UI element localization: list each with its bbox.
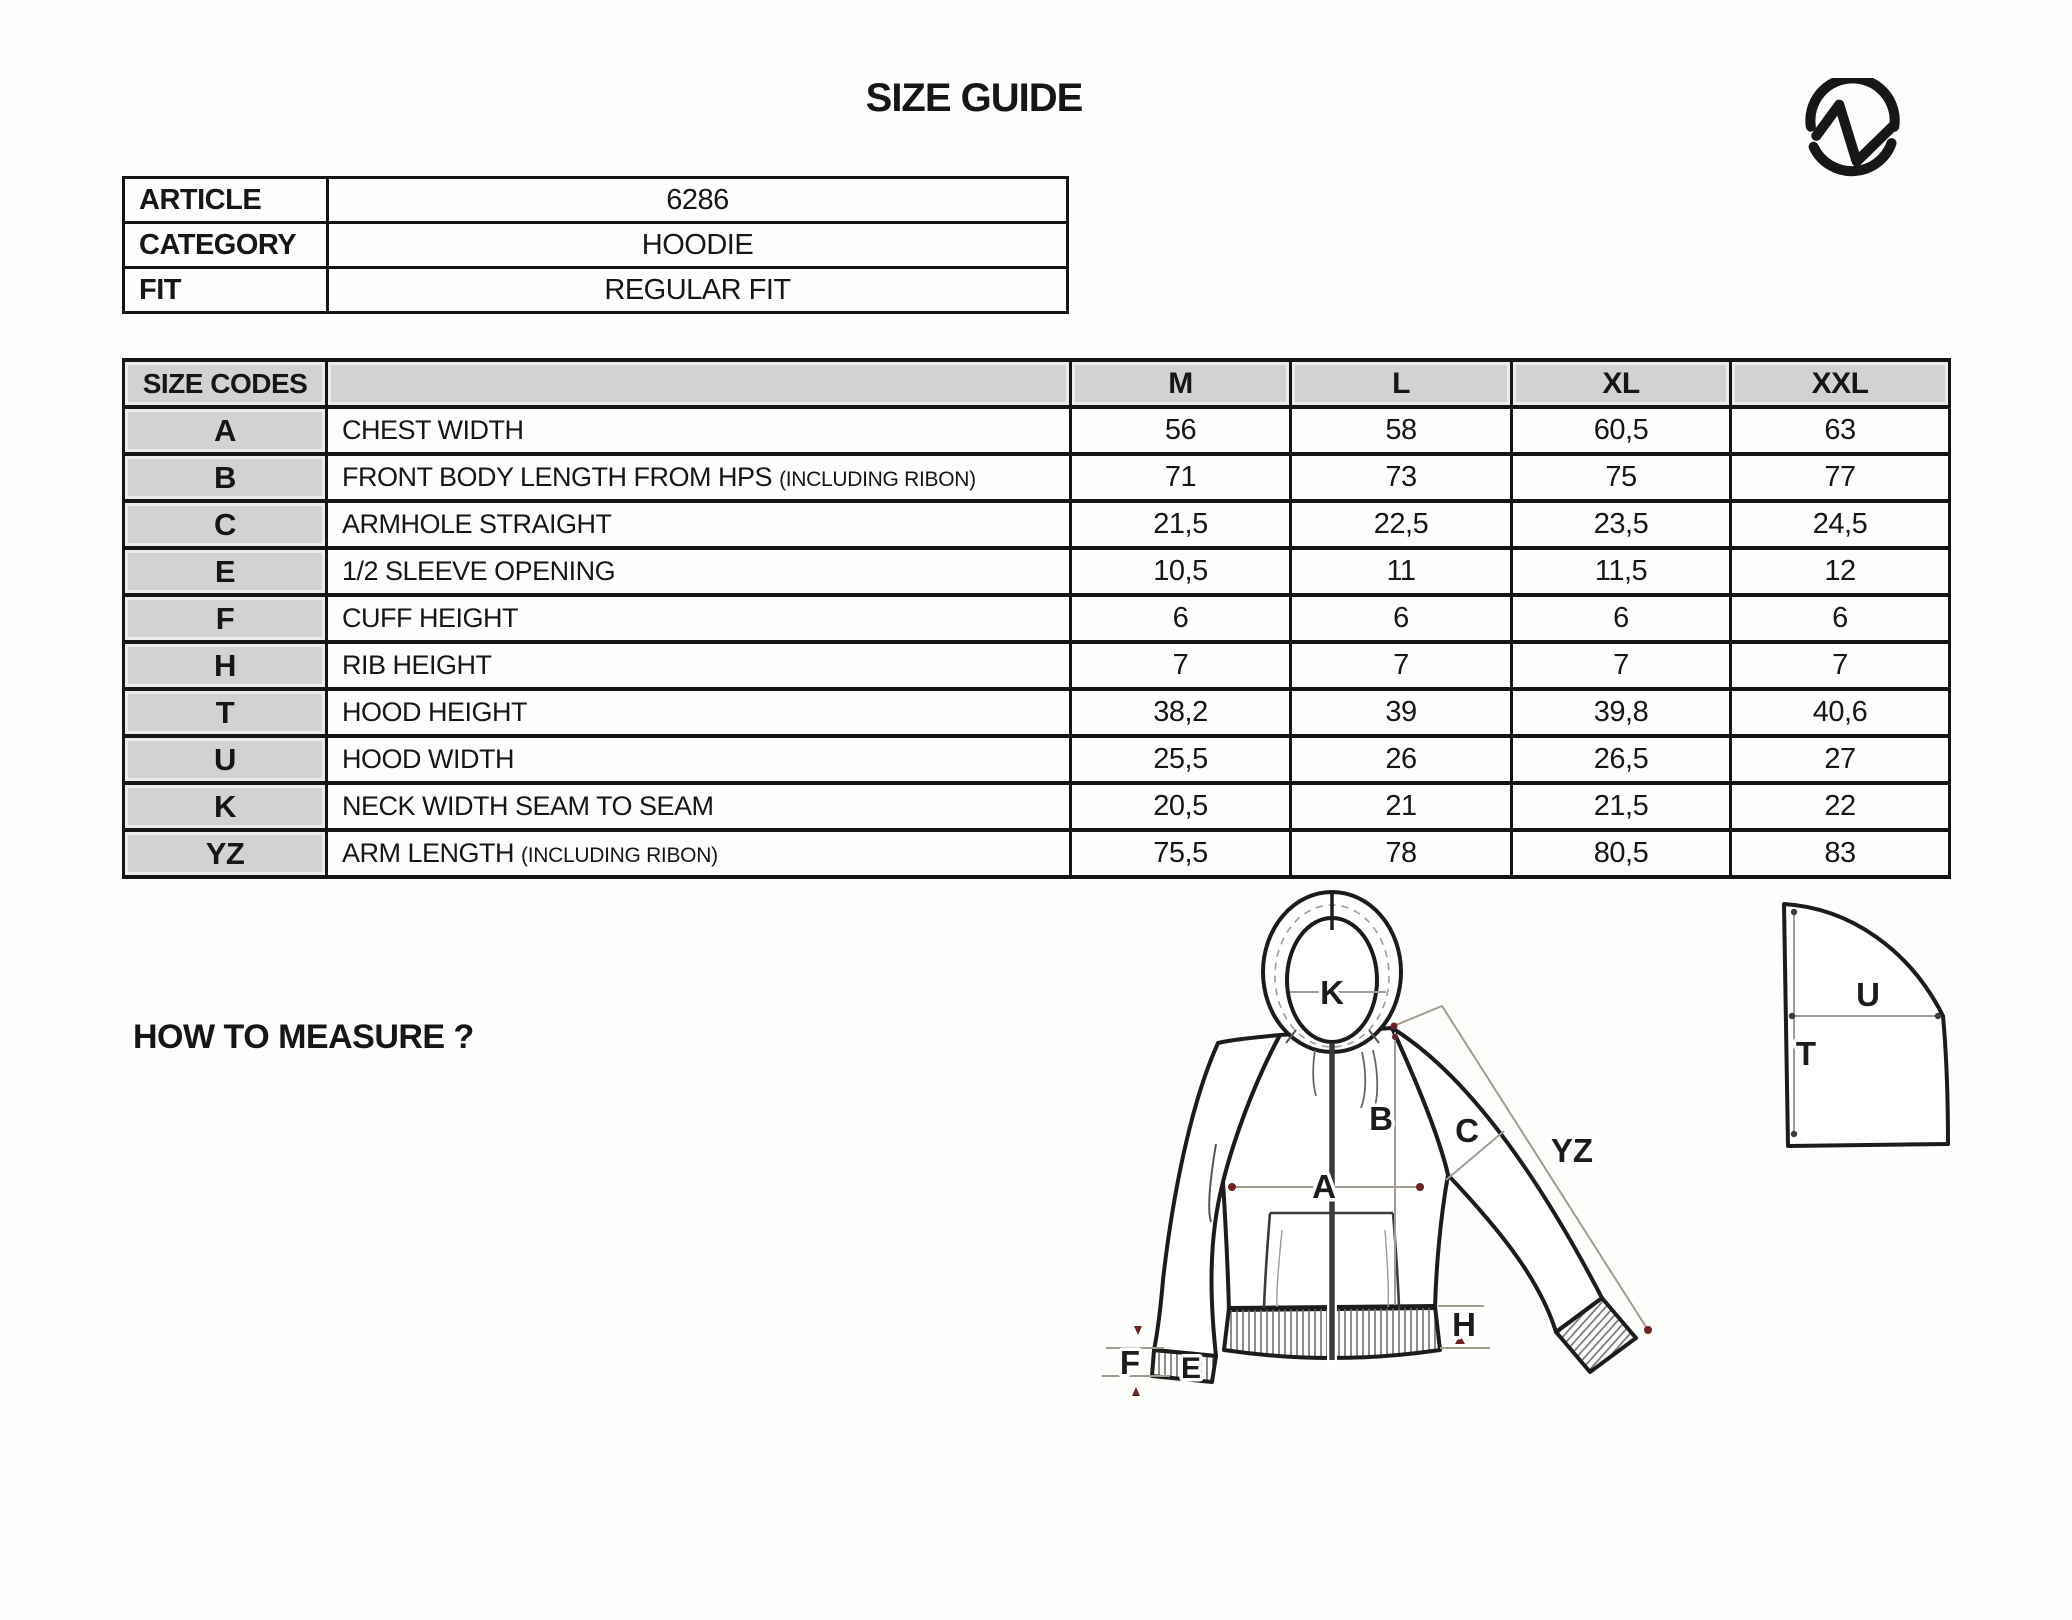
table-row: [124, 830, 1950, 877]
value-cell: 6: [1071, 595, 1291, 642]
info-label: ARTICLE: [124, 178, 328, 223]
description-cell: 1/2 SLEEVE OPENING: [327, 548, 1071, 595]
description-cell: ARMHOLE STRAIGHT: [327, 501, 1071, 548]
info-value: REGULAR FIT: [328, 268, 1068, 313]
value-cell: 6: [1291, 595, 1512, 642]
value-cell: 7: [1512, 642, 1731, 689]
table-row: [124, 595, 1950, 642]
code-cell: U: [124, 736, 327, 783]
description-cell: HOOD HEIGHT: [327, 689, 1071, 736]
value-cell: 21,5: [1071, 501, 1291, 548]
value-cell: 10,5: [1071, 548, 1291, 595]
value-cell: 7: [1071, 642, 1291, 689]
info-label: FIT: [124, 268, 328, 313]
size-measurements-table: [122, 358, 1951, 879]
product-info-row: [124, 268, 1068, 313]
hoodie-diagram: [1090, 880, 1710, 1460]
table-row: [124, 783, 1950, 830]
size-header-xxl: XXL: [1731, 360, 1950, 407]
product-info-row: [124, 223, 1068, 268]
label-a: A: [1312, 1168, 1336, 1205]
marker-yz-end: [1644, 1326, 1652, 1334]
value-cell: 60,5: [1512, 407, 1731, 454]
label-f: F: [1119, 1344, 1141, 1381]
table-row: [124, 548, 1950, 595]
value-cell: 20,5: [1071, 783, 1291, 830]
value-cell: 78: [1291, 830, 1512, 877]
value-cell: 23,5: [1512, 501, 1731, 548]
description-cell: ARM LENGTH (INCLUDING RIBON): [327, 830, 1071, 877]
dot-u-right: [1935, 1013, 1941, 1019]
value-cell: 22,5: [1291, 501, 1512, 548]
description-header: [327, 360, 1071, 407]
code-cell: C: [124, 501, 327, 548]
product-info-table: [122, 176, 1069, 314]
label-h: H: [1452, 1306, 1476, 1343]
value-cell: 11: [1291, 548, 1512, 595]
value-cell: 75,5: [1071, 830, 1291, 877]
value-cell: 27: [1731, 736, 1950, 783]
description-cell: RIB HEIGHT: [327, 642, 1071, 689]
value-cell: 83: [1731, 830, 1950, 877]
value-cell: 24,5: [1731, 501, 1950, 548]
value-cell: 6: [1512, 595, 1731, 642]
size-header-xl: XL: [1512, 360, 1731, 407]
hood-shape: [1784, 904, 1948, 1146]
description-cell: CHEST WIDTH: [327, 407, 1071, 454]
size-codes-header: SIZE CODES: [124, 360, 327, 407]
code-cell: K: [124, 783, 327, 830]
value-cell: 6: [1731, 595, 1950, 642]
code-cell: F: [124, 595, 327, 642]
table-row: [124, 689, 1950, 736]
arrow-f-bottom: [1132, 1387, 1140, 1396]
value-cell: 56: [1071, 407, 1291, 454]
marker-neck: [1391, 1023, 1398, 1030]
size-table-header-row: [124, 360, 1950, 407]
hood-diagram: [1740, 880, 2020, 1180]
description-cell: FRONT BODY LENGTH FROM HPS (INCLUDING RIBON): [327, 454, 1071, 501]
value-cell: 40,6: [1731, 689, 1950, 736]
dot-u-left: [1789, 1013, 1795, 1019]
value-cell: 39,8: [1512, 689, 1731, 736]
info-value: 6286: [328, 178, 1068, 223]
marker-a-left: [1228, 1183, 1236, 1191]
size-header-m: M: [1071, 360, 1291, 407]
value-cell: 21: [1291, 783, 1512, 830]
value-cell: 63: [1731, 407, 1950, 454]
value-cell: 25,5: [1071, 736, 1291, 783]
size-header-l: L: [1291, 360, 1512, 407]
marker-a-right: [1416, 1183, 1424, 1191]
table-row: [124, 407, 1950, 454]
value-cell: 7: [1731, 642, 1950, 689]
value-cell: 77: [1731, 454, 1950, 501]
how-to-measure-heading: HOW TO MEASURE ?: [133, 1018, 474, 1056]
value-cell: 7: [1291, 642, 1512, 689]
table-row: [124, 736, 1950, 783]
product-info-row: [124, 178, 1068, 223]
label-k: K: [1320, 974, 1344, 1011]
description-cell: CUFF HEIGHT: [327, 595, 1071, 642]
table-row: [124, 642, 1950, 689]
value-cell: 22: [1731, 783, 1950, 830]
marker-b-top: [1392, 1034, 1398, 1040]
value-cell: 71: [1071, 454, 1291, 501]
code-cell: E: [124, 548, 327, 595]
brand-logo-icon: [1798, 78, 1908, 190]
label-u: U: [1856, 976, 1880, 1013]
description-cell: HOOD WIDTH: [327, 736, 1071, 783]
info-label: CATEGORY: [124, 223, 328, 268]
table-row: [124, 501, 1950, 548]
value-cell: 73: [1291, 454, 1512, 501]
label-yz: YZ: [1550, 1132, 1594, 1169]
code-cell: YZ: [124, 830, 327, 877]
dot-t-bottom: [1791, 1131, 1797, 1137]
value-cell: 38,2: [1071, 689, 1291, 736]
value-cell: 58: [1291, 407, 1512, 454]
value-cell: 39: [1291, 689, 1512, 736]
value-cell: 26,5: [1512, 736, 1731, 783]
table-row: [124, 454, 1950, 501]
value-cell: 75: [1512, 454, 1731, 501]
label-t: T: [1795, 1035, 1817, 1072]
info-value: HOODIE: [328, 223, 1068, 268]
label-e: E: [1180, 1352, 1202, 1385]
code-cell: A: [124, 407, 327, 454]
label-c: C: [1455, 1112, 1479, 1149]
value-cell: 12: [1731, 548, 1950, 595]
value-cell: 21,5: [1512, 783, 1731, 830]
description-cell: NECK WIDTH SEAM TO SEAM: [327, 783, 1071, 830]
code-cell: B: [124, 454, 327, 501]
arrow-f-top: [1134, 1326, 1142, 1335]
value-cell: 11,5: [1512, 548, 1731, 595]
label-b: B: [1369, 1100, 1393, 1137]
page-title: SIZE GUIDE: [865, 76, 1083, 120]
dot-t-top: [1791, 909, 1797, 915]
value-cell: 80,5: [1512, 830, 1731, 877]
code-cell: H: [124, 642, 327, 689]
code-cell: T: [124, 689, 327, 736]
value-cell: 26: [1291, 736, 1512, 783]
